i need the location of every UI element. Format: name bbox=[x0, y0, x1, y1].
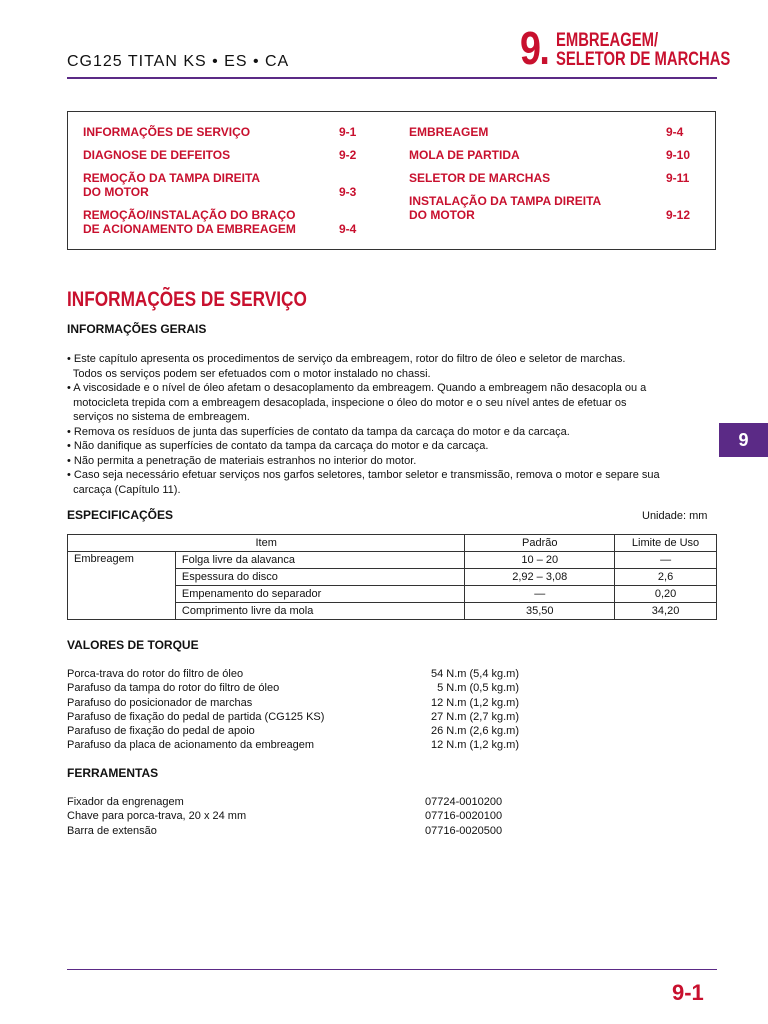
chapter-title-line1: EMBREAGEM/ bbox=[556, 30, 659, 51]
general-info-list bbox=[67, 352, 717, 497]
header-rule bbox=[67, 77, 717, 79]
col-header-limit: Limite de Uso bbox=[615, 535, 717, 552]
torque-list bbox=[67, 667, 324, 753]
tool-item: Chave para porca-trava, 20 x 24 mm bbox=[67, 810, 247, 823]
tool-item: Barra de extensão bbox=[67, 824, 157, 837]
footer-rule bbox=[67, 969, 717, 970]
general-info-title: INFORMAÇÕES GERAIS bbox=[67, 322, 207, 336]
item-cell: Espessura do disco bbox=[175, 569, 464, 586]
torque-title: VALORES DE TORQUE bbox=[67, 638, 199, 652]
limit-cell: 0,20 bbox=[615, 586, 717, 603]
toc-page: 9-12 bbox=[666, 208, 691, 222]
list-item: carcaça (Capítulo 11). bbox=[67, 483, 181, 496]
tool-code: 07716-0020100 bbox=[425, 810, 503, 823]
toc-page: 9-3 bbox=[339, 185, 357, 199]
tool-code: 07716-0020500 bbox=[425, 824, 503, 837]
col-header-item: Item bbox=[68, 535, 465, 552]
standard-cell: 2,92 – 3,08 bbox=[465, 569, 615, 586]
torque-value: 54 N.m (5,4 kg.m) bbox=[430, 668, 519, 680]
table-row bbox=[68, 552, 717, 569]
chapter-title-line2: SELETOR DE MARCHAS bbox=[556, 49, 731, 70]
limit-cell: 2,6 bbox=[615, 569, 717, 586]
chapter-tab[interactable]: 9 bbox=[719, 423, 768, 457]
torque-item: Porca-trava do rotor do filtro de óleo bbox=[67, 668, 244, 680]
toc-item[interactable]: INFORMAÇÕES DE SERVIÇO bbox=[83, 125, 251, 139]
group-cell: Embreagem bbox=[68, 552, 176, 620]
chapter-number: 9. bbox=[520, 22, 549, 74]
item-cell: Folga livre da alavanca bbox=[175, 552, 464, 569]
torque-value: 12 N.m (1,2 kg.m) bbox=[430, 696, 519, 709]
chapter-title bbox=[556, 31, 730, 69]
page-number: 9-1 bbox=[672, 980, 704, 1005]
toc-page: 9-10 bbox=[666, 148, 691, 162]
standard-cell: 35,50 bbox=[465, 603, 615, 620]
toc-item[interactable]: EMBREAGEM bbox=[409, 125, 489, 139]
standard-cell: 10 – 20 bbox=[465, 552, 615, 569]
item-cell: Empenamento do separador bbox=[175, 586, 464, 603]
toc-page: 9-2 bbox=[339, 148, 357, 162]
toc-item[interactable]: MOLA DE PARTIDA bbox=[409, 148, 520, 162]
col-header-standard: Padrão bbox=[465, 535, 615, 552]
torque-value: 5 N.m (0,5 kg.m) bbox=[437, 682, 519, 695]
list-item: • Não permita a penetração de materiais estranhos no interior do motor. bbox=[67, 454, 417, 467]
torque-value: 12 N.m (1,2 kg.m) bbox=[430, 739, 519, 752]
list-item: Todos os serviços podem ser efetuados com o motor instalado no chassi. bbox=[67, 367, 431, 380]
specifications-title: ESPECIFICAÇÕES bbox=[67, 508, 174, 522]
torque-value: 27 N.m (2,7 kg.m) bbox=[430, 710, 519, 723]
toc-item[interactable]: REMOÇÃO/INSTALAÇÃO DO BRAÇO bbox=[83, 208, 296, 222]
list-item: serviços no sistema de embreagem. bbox=[67, 411, 250, 423]
toc-page: 9-4 bbox=[666, 125, 684, 139]
tools-codes bbox=[425, 795, 502, 838]
tool-item: Fixador da engrenagem bbox=[67, 796, 184, 808]
toc-item[interactable]: REMOÇÃO DA TAMPA DIREITA bbox=[83, 171, 261, 185]
list-item: • Remova os resíduos de junta das superfícies de contato da tampa da carcaça do motor e da carcaça. bbox=[67, 425, 570, 438]
toc-item[interactable]: DIAGNOSE DE DEFEITOS bbox=[83, 148, 231, 162]
limit-cell: — bbox=[615, 552, 717, 569]
toc-page: 9-11 bbox=[666, 171, 690, 185]
toc-page: 9-1 bbox=[339, 125, 357, 139]
list-item: • Caso seja necessário efetuar serviços nos garfos seletores, tambor seletor e transmissão, remova o motor e separe sua bbox=[67, 469, 660, 481]
limit-cell: 34,20 bbox=[615, 603, 717, 620]
toc-item-continued[interactable]: DO MOTOR bbox=[83, 185, 149, 199]
section-title: INFORMAÇÕES DE SERVIÇO bbox=[67, 288, 307, 311]
toc-item[interactable]: SELETOR DE MARCHAS bbox=[409, 171, 551, 185]
specifications-table bbox=[67, 534, 717, 620]
toc-item-continued[interactable]: DE ACIONAMENTO DA EMBREAGEM bbox=[83, 222, 296, 236]
model-header: CG125 TITAN KS • ES • CA bbox=[67, 53, 290, 70]
torque-value: 26 N.m (2,6 kg.m) bbox=[430, 725, 519, 738]
torque-item: Parafuso da placa de acionamento da embreagem bbox=[67, 739, 315, 752]
tool-code: 07724-0010200 bbox=[425, 796, 503, 808]
list-item: • A viscosidade e o nível de óleo afetam o desacoplamento da embreagem. Quando a embreagem não desacopla ou a bbox=[67, 382, 647, 394]
list-item: • Este capítulo apresenta os procedimentos de serviço da embreagem, rotor do filtro de óleo e seletor de marchas. bbox=[67, 353, 626, 365]
torque-item: Parafuso da tampa do rotor do filtro de óleo bbox=[67, 682, 280, 695]
toc-item[interactable]: INSTALAÇÃO DA TAMPA DIREITA bbox=[409, 194, 602, 208]
toc-item-continued[interactable]: DO MOTOR bbox=[409, 208, 475, 222]
item-cell: Comprimento livre da mola bbox=[175, 603, 464, 620]
toc-page: 9-4 bbox=[339, 222, 357, 236]
torque-values bbox=[400, 667, 519, 753]
unit-label: Unidade: mm bbox=[642, 510, 708, 522]
standard-cell: — bbox=[465, 586, 615, 603]
list-item: motocicleta trepida com a embreagem desacoplada, inspecione o óleo do motor e o seu nível antes de efetuar os bbox=[67, 396, 627, 409]
torque-item: Parafuso do posicionador de marchas bbox=[67, 696, 253, 709]
tools-title: FERRAMENTAS bbox=[67, 766, 159, 780]
torque-item: Parafuso de fixação do pedal de apoio bbox=[67, 725, 255, 738]
torque-item: Parafuso de fixação do pedal de partida (CG125 KS) bbox=[67, 710, 325, 723]
list-item: • Não danifique as superfícies de contato da tampa da carcaça do motor e da carcaça. bbox=[67, 440, 489, 452]
tools-list bbox=[67, 795, 246, 838]
table-header-row bbox=[68, 535, 717, 552]
